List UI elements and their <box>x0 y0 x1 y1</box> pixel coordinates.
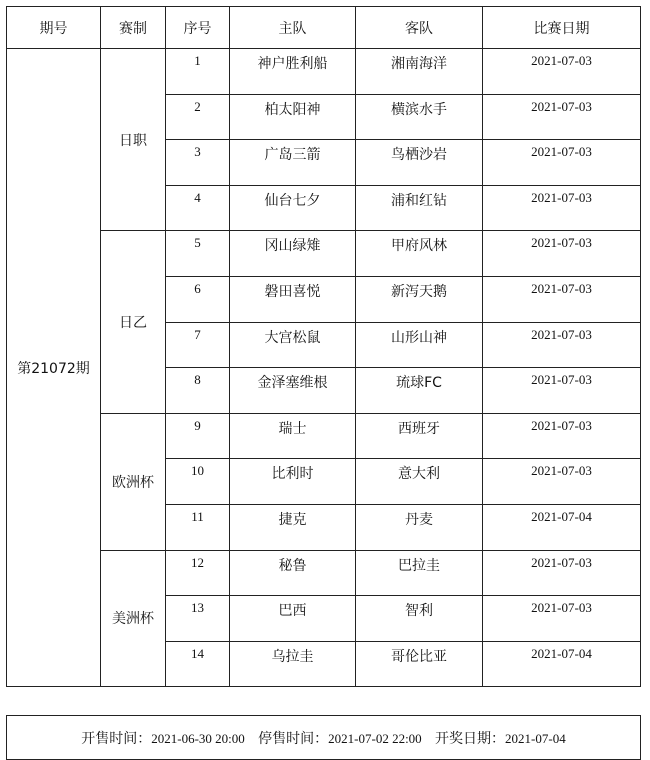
seq-cell: 13 <box>166 596 230 642</box>
away-team-cell: 甲府风林 <box>356 231 483 277</box>
draw-date-label: 开奖日期： <box>435 730 506 747</box>
match-date-cell: 2021-07-03 <box>483 276 641 322</box>
home-team-cell: 比利时 <box>230 459 356 505</box>
header-period: 期号 <box>7 7 101 49</box>
away-team-cell: 智利 <box>356 596 483 642</box>
table-row <box>7 413 641 459</box>
seq-cell: 12 <box>166 550 230 596</box>
home-team-cell: 巴西 <box>230 596 356 642</box>
away-team-cell: 巴拉圭 <box>356 550 483 596</box>
table-row <box>7 49 641 95</box>
home-team-cell: 广岛三箭 <box>230 140 356 186</box>
period-cell: 第21072期 <box>7 49 101 687</box>
match-date-cell: 2021-07-04 <box>483 504 641 550</box>
format-cell: 欧洲杯 <box>101 413 166 550</box>
sale-end-value: 2021-07-02 22:00 <box>328 730 422 746</box>
sale-start-value: 2021-06-30 20:00 <box>151 730 245 746</box>
away-team-cell: 山形山神 <box>356 322 483 368</box>
home-team-cell: 冈山绿雉 <box>230 231 356 277</box>
home-team-cell: 乌拉圭 <box>230 641 356 687</box>
home-team-cell: 瑞士 <box>230 413 356 459</box>
seq-cell: 4 <box>166 185 230 231</box>
seq-cell: 1 <box>166 49 230 95</box>
match-date-cell: 2021-07-03 <box>483 49 641 95</box>
match-date-cell: 2021-07-03 <box>483 550 641 596</box>
match-date-cell: 2021-07-03 <box>483 94 641 140</box>
draw-date-value: 2021-07-04 <box>505 730 566 746</box>
seq-cell: 7 <box>166 322 230 368</box>
header-format: 赛制 <box>101 7 166 49</box>
header-date: 比赛日期 <box>483 7 641 49</box>
match-date-cell: 2021-07-03 <box>483 459 641 505</box>
match-date-cell: 2021-07-03 <box>483 322 641 368</box>
sale-info <box>7 716 641 760</box>
format-cell: 美洲杯 <box>101 550 166 687</box>
away-team-cell: 哥伦比亚 <box>356 641 483 687</box>
home-team-cell: 秘鲁 <box>230 550 356 596</box>
away-team-cell: 新泻天鹅 <box>356 276 483 322</box>
sale-end-label: 停售时间： <box>258 730 329 747</box>
home-team-cell: 金泽塞维根 <box>230 368 356 414</box>
seq-cell: 6 <box>166 276 230 322</box>
match-date-cell: 2021-07-03 <box>483 140 641 186</box>
format-cell: 日职 <box>101 49 166 231</box>
sale-start-label: 开售时间： <box>81 730 152 747</box>
away-team-cell: 浦和红钻 <box>356 185 483 231</box>
table-row <box>7 550 641 596</box>
home-team-cell: 大宫松鼠 <box>230 322 356 368</box>
away-team-cell: 琉球FC <box>356 368 483 414</box>
footer-row <box>7 716 641 760</box>
match-schedule-table <box>6 6 641 760</box>
match-date-cell: 2021-07-03 <box>483 596 641 642</box>
spacer-row <box>7 687 641 716</box>
seq-cell: 2 <box>166 94 230 140</box>
home-team-cell: 捷克 <box>230 504 356 550</box>
seq-cell: 3 <box>166 140 230 186</box>
away-team-cell: 横滨水手 <box>356 94 483 140</box>
away-team-cell: 湘南海洋 <box>356 49 483 95</box>
away-team-cell: 意大利 <box>356 459 483 505</box>
header-home: 主队 <box>230 7 356 49</box>
seq-cell: 14 <box>166 641 230 687</box>
seq-cell: 9 <box>166 413 230 459</box>
header-away: 客队 <box>356 7 483 49</box>
away-team-cell: 丹麦 <box>356 504 483 550</box>
table-row <box>7 231 641 277</box>
seq-cell: 8 <box>166 368 230 414</box>
home-team-cell: 仙台七夕 <box>230 185 356 231</box>
match-date-cell: 2021-07-03 <box>483 413 641 459</box>
seq-cell: 11 <box>166 504 230 550</box>
format-cell: 日乙 <box>101 231 166 413</box>
home-team-cell: 磐田喜悦 <box>230 276 356 322</box>
home-team-cell: 神户胜利船 <box>230 49 356 95</box>
away-team-cell: 西班牙 <box>356 413 483 459</box>
match-date-cell: 2021-07-03 <box>483 185 641 231</box>
header-row <box>7 7 641 49</box>
match-date-cell: 2021-07-04 <box>483 641 641 687</box>
header-seq: 序号 <box>166 7 230 49</box>
away-team-cell: 鸟栖沙岩 <box>356 140 483 186</box>
home-team-cell: 柏太阳神 <box>230 94 356 140</box>
seq-cell: 10 <box>166 459 230 505</box>
match-date-cell: 2021-07-03 <box>483 368 641 414</box>
seq-cell: 5 <box>166 231 230 277</box>
match-date-cell: 2021-07-03 <box>483 231 641 277</box>
